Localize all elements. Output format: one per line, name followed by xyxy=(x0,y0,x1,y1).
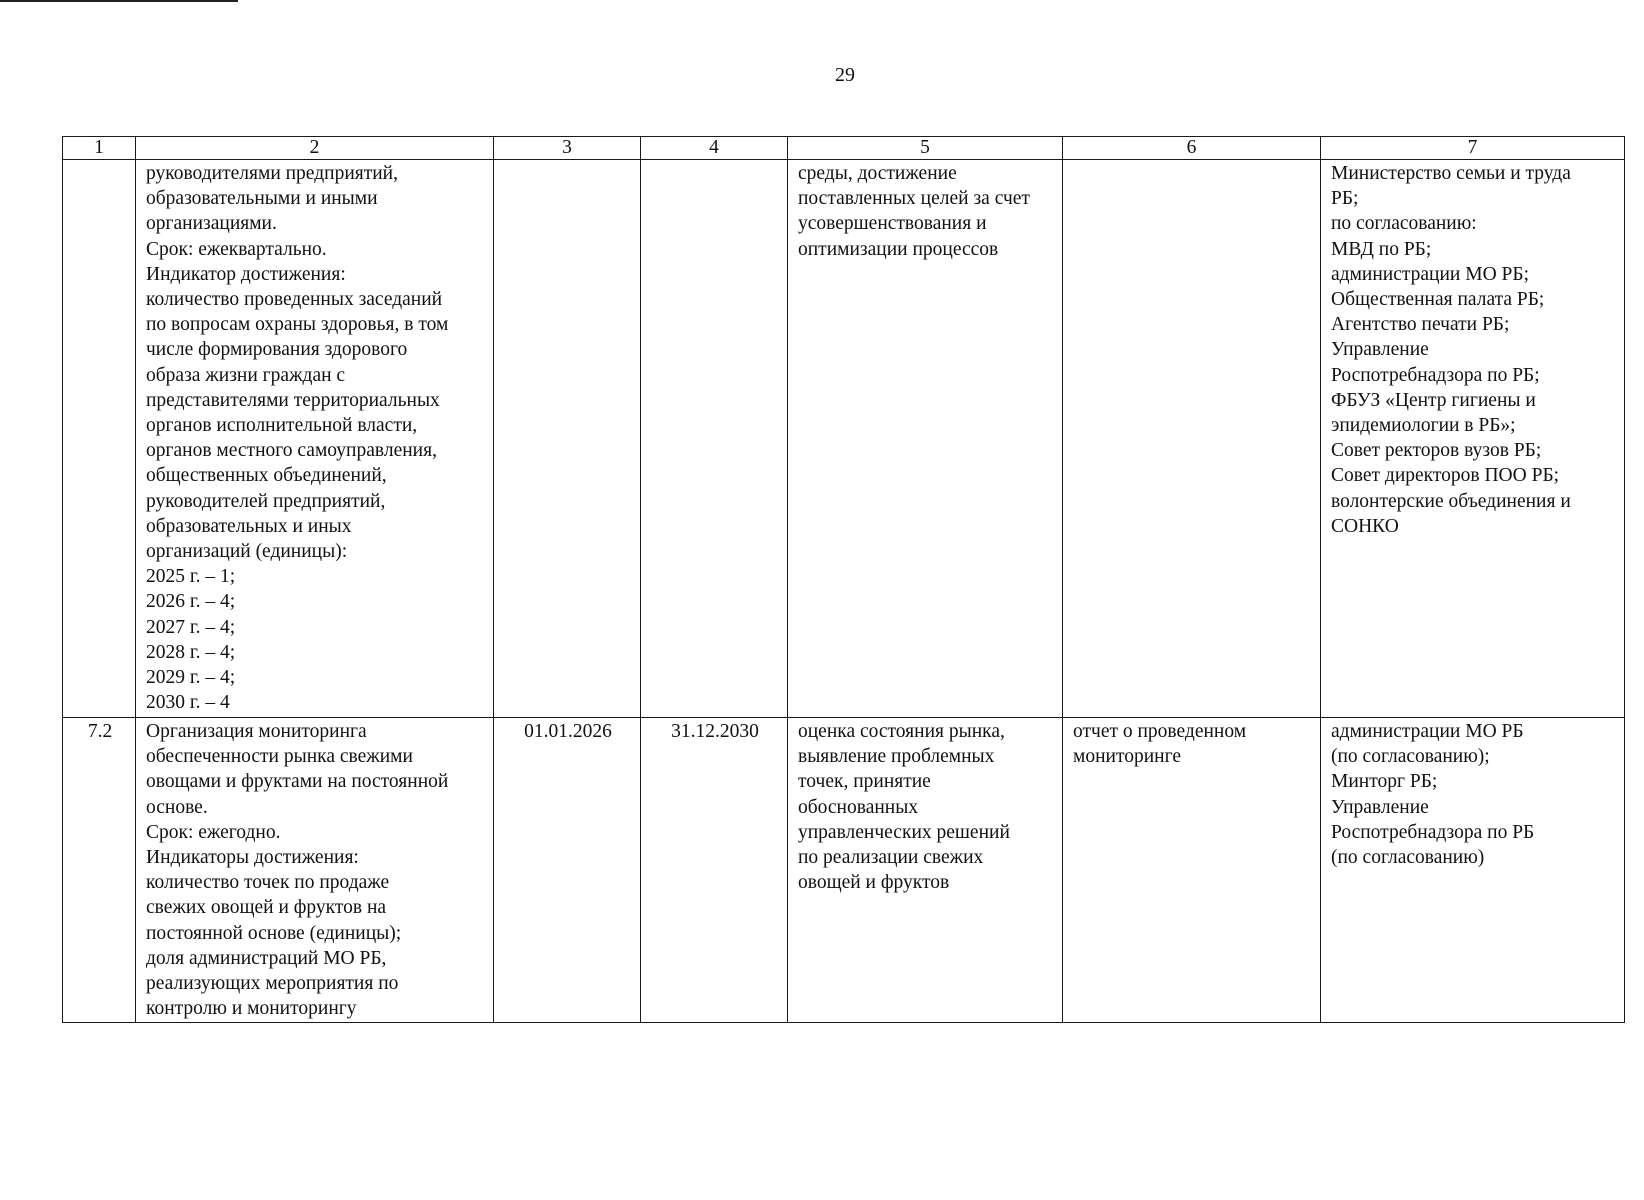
result-cell xyxy=(788,160,1063,718)
result-cell xyxy=(788,718,1063,1023)
responsible-line: Министерство семьи и труда xyxy=(1331,163,1571,184)
end-date-cell xyxy=(641,160,788,718)
scan-edge-line xyxy=(0,0,238,2)
result-line: точек, принятие xyxy=(798,771,931,793)
responsible-line: РБ; xyxy=(1331,188,1359,210)
description-line: по вопросам охраны здоровья, в том xyxy=(146,314,449,336)
report-line: отчет о проведенном xyxy=(1073,721,1247,742)
description-line: представителями территориальных xyxy=(146,389,440,411)
description-line: органов местного самоуправления, xyxy=(146,440,437,462)
responsible-line: администрации МО РБ xyxy=(1331,721,1524,742)
responsible-line: Управление xyxy=(1331,796,1429,818)
responsible-line: (по согласованию); xyxy=(1331,746,1490,768)
description-line: 2029 г. – 4; xyxy=(146,667,236,689)
result-line: оценка состояния рынка, xyxy=(798,721,1005,742)
description-cell xyxy=(136,718,494,1023)
description-line: реализующих мероприятия по xyxy=(146,973,399,995)
responsible-line: Агентство печати РБ; xyxy=(1331,314,1510,336)
responsible-line: Роспотребнадзора по РБ; xyxy=(1331,364,1540,386)
description-line: организациями. xyxy=(146,213,277,235)
responsible-line: Минторг РБ; xyxy=(1331,771,1438,793)
description-line: доля администраций МО РБ, xyxy=(146,947,387,969)
description-line: Организация мониторинга xyxy=(146,721,367,742)
responsible-line: СОНКО xyxy=(1331,515,1399,537)
responsible-line: МВД по РБ; xyxy=(1331,238,1432,260)
description-line: образовательными и иными xyxy=(146,188,378,210)
description-line: 2028 г. – 4; xyxy=(146,641,236,663)
report-line: мониторинге xyxy=(1073,746,1181,768)
result-line: по реализации свежих xyxy=(798,847,984,869)
description-line: Индикатор достижения: xyxy=(146,263,346,285)
result-line: оптимизации процессов xyxy=(798,238,999,260)
responsible-line: (по согласованию) xyxy=(1331,847,1485,869)
responsible-cell xyxy=(1321,718,1625,1023)
result-line: обоснованных xyxy=(798,796,919,818)
description-line: руководителями предприятий, xyxy=(146,163,398,184)
column-header: 3 xyxy=(494,137,641,160)
row-number-cell xyxy=(63,160,136,718)
table-row xyxy=(63,160,1625,718)
column-header: 7 xyxy=(1321,137,1625,160)
responsible-line: Общественная палата РБ; xyxy=(1331,289,1545,311)
column-header: 4 xyxy=(641,137,788,160)
result-line: среды, достижение xyxy=(798,163,957,184)
description-line: Срок: ежегодно. xyxy=(146,821,281,843)
responsible-line: волонтерские объединения и xyxy=(1331,490,1571,512)
column-header: 5 xyxy=(788,137,1063,160)
description-line: 2027 г. – 4; xyxy=(146,616,236,638)
description-cell xyxy=(136,160,494,718)
result-line: выявление проблемных xyxy=(798,746,995,768)
description-line: 2030 г. – 4 xyxy=(146,692,230,714)
description-line: органов исполнительной власти, xyxy=(146,415,418,437)
responsible-line: Управление xyxy=(1331,339,1429,361)
description-line: образовательных и иных xyxy=(146,515,352,537)
description-line: образа жизни граждан с xyxy=(146,364,346,386)
column-header: 2 xyxy=(136,137,494,160)
page-number: 29 xyxy=(835,64,855,86)
start-date-cell: 01.01.2026 xyxy=(494,718,641,1023)
responsible-line: администрации МО РБ; xyxy=(1331,263,1529,285)
description-line: обеспеченности рынка свежими xyxy=(146,746,413,768)
description-line: контролю и мониторингу xyxy=(146,998,357,1020)
description-line: Срок: ежеквартально. xyxy=(146,238,327,260)
description-line: Индикаторы достижения: xyxy=(146,847,359,869)
description-line: постоянной основе (единицы); xyxy=(146,922,402,944)
responsible-line: по согласованию: xyxy=(1331,213,1477,235)
description-line: овощами и фруктами на постоянной xyxy=(146,771,449,793)
responsible-line: ФБУЗ «Центр гигиены и xyxy=(1331,389,1536,411)
plan-table xyxy=(62,136,1625,1023)
responsible-line: Совет директоров ПОО РБ; xyxy=(1331,465,1560,487)
start-date-cell xyxy=(494,160,641,718)
result-line: поставленных целей за счет xyxy=(798,188,1030,210)
description-line: 2025 г. – 1; xyxy=(146,566,236,588)
description-line: количество точек по продаже xyxy=(146,872,390,894)
responsible-line: эпидемиологии в РБ»; xyxy=(1331,415,1516,437)
description-line: организаций (единицы): xyxy=(146,541,348,563)
report-cell xyxy=(1063,160,1321,718)
row-number-cell: 7.2 xyxy=(63,718,136,1023)
description-line: свежих овощей и фруктов на xyxy=(146,897,387,919)
description-line: основе. xyxy=(146,796,208,818)
end-date-cell: 31.12.2030 xyxy=(641,718,788,1023)
result-line: усовершенствования и xyxy=(798,213,987,235)
table-row xyxy=(63,718,1625,1023)
report-cell xyxy=(1063,718,1321,1023)
description-line: общественных объединений, xyxy=(146,465,387,487)
description-line: руководителей предприятий, xyxy=(146,490,386,512)
column-header: 6 xyxy=(1063,137,1321,160)
responsible-cell xyxy=(1321,160,1625,718)
result-line: управленческих решений xyxy=(798,821,1010,843)
column-header: 1 xyxy=(63,137,136,160)
description-line: 2026 г. – 4; xyxy=(146,591,236,613)
result-line: овощей и фруктов xyxy=(798,872,950,894)
responsible-line: Совет ректоров вузов РБ; xyxy=(1331,440,1542,462)
description-line: числе формирования здорового xyxy=(146,339,408,361)
column-number-row xyxy=(63,137,1625,160)
responsible-line: Роспотребнадзора по РБ xyxy=(1331,821,1535,843)
description-line: количество проведенных заседаний xyxy=(146,289,443,311)
